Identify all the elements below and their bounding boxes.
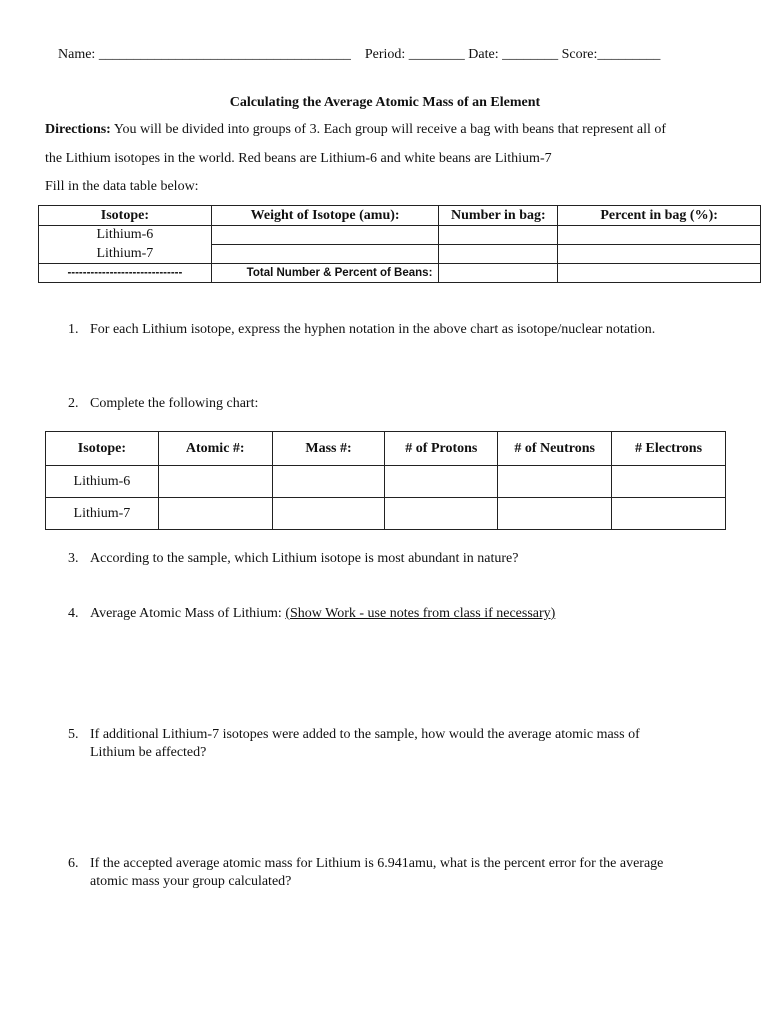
directions-text-1: You will be divided into groups of 3. Each group will receive a bag with beans that represent all of	[113, 122, 667, 137]
score-field[interactable]: _________	[597, 47, 661, 62]
question-text: Complete the following chart:	[90, 396, 259, 411]
table-row	[46, 466, 726, 498]
student-info-header	[58, 47, 660, 63]
isotope-chart-table	[45, 431, 726, 530]
column-header: Weight of Isotope (amu):	[211, 206, 439, 226]
question-number: 4.	[68, 606, 79, 621]
input-cell[interactable]	[439, 264, 558, 283]
directions-line-2: the Lithium isotopes in the world. Red beans are Lithium-6 and white beans are Lithium-7	[45, 151, 552, 166]
input-cell[interactable]	[439, 226, 558, 245]
table-header-row	[46, 432, 726, 466]
input-cell[interactable]	[558, 245, 761, 264]
question-1	[68, 322, 655, 338]
question-number: 6.	[68, 856, 79, 871]
isotope-cell: Lithium-6	[39, 226, 212, 245]
period-label: Period:	[364, 47, 406, 62]
question-3	[68, 551, 518, 567]
input-cell[interactable]	[498, 498, 612, 530]
input-cell[interactable]	[558, 226, 761, 245]
period-field[interactable]: ________	[408, 47, 465, 62]
column-header: Isotope:	[39, 206, 212, 226]
question-number: 5.	[68, 727, 79, 742]
question-4	[68, 606, 555, 622]
bean-data-table	[38, 205, 761, 283]
question-text: For each Lithium isotope, express the hyphen notation in the above chart as isotope/nuclear notation.	[90, 322, 656, 337]
input-cell[interactable]	[385, 498, 498, 530]
question-text: According to the sample, which Lithium isotope is most abundant in nature?	[90, 551, 519, 566]
name-label: Name:	[58, 47, 96, 62]
input-cell[interactable]	[558, 264, 761, 283]
directions-line-3: Fill in the data table below:	[45, 179, 199, 194]
table-row	[39, 226, 761, 245]
column-header: # of Protons	[385, 432, 498, 466]
table-header-row	[39, 206, 761, 226]
isotope-cell: Lithium-7	[46, 498, 159, 530]
show-work-note: (Show Work - use notes from class if necessary)	[285, 606, 556, 621]
table-row	[39, 245, 761, 264]
column-header: # of Neutrons	[498, 432, 612, 466]
question-6	[68, 856, 663, 890]
worksheet-title: Calculating the Average Atomic Mass of an Element	[229, 95, 541, 110]
column-header: # Electrons	[612, 432, 726, 466]
input-cell[interactable]	[498, 466, 612, 498]
total-label-cell: Total Number & Percent of Beans:	[211, 264, 439, 283]
question-text-line-2: atomic mass your group calculated?	[90, 874, 292, 889]
column-header: Number in bag:	[439, 206, 558, 226]
column-header: Atomic #:	[158, 432, 272, 466]
question-5	[68, 727, 640, 761]
input-cell[interactable]	[612, 466, 726, 498]
question-text-line-1: If the accepted average atomic mass for Lithium is 6.941amu, what is the percent error for the average	[90, 856, 664, 871]
score-label: Score:	[561, 47, 598, 62]
input-cell[interactable]	[439, 245, 558, 264]
input-cell[interactable]	[612, 498, 726, 530]
name-field[interactable]: ____________________________________	[98, 47, 351, 62]
dashes-cell: ------------------------------	[39, 264, 212, 283]
question-2	[68, 396, 258, 412]
input-cell[interactable]	[158, 498, 272, 530]
column-header: Mass #:	[272, 432, 385, 466]
input-cell[interactable]	[158, 466, 272, 498]
input-cell[interactable]	[211, 245, 439, 264]
table-row	[46, 498, 726, 530]
date-field[interactable]: ________	[502, 47, 559, 62]
input-cell[interactable]	[211, 226, 439, 245]
date-label: Date:	[468, 47, 499, 62]
isotope-cell: Lithium-6	[46, 466, 159, 498]
question-text-line-1: If additional Lithium-7 isotopes were added to the sample, how would the average atomic mass of	[90, 727, 640, 742]
column-header: Percent in bag (%):	[558, 206, 761, 226]
input-cell[interactable]	[385, 466, 498, 498]
input-cell[interactable]	[272, 466, 385, 498]
question-text: Average Atomic Mass of Lithium:	[90, 606, 282, 621]
column-header: Isotope:	[46, 432, 159, 466]
total-row	[39, 264, 761, 283]
isotope-cell: Lithium-7	[39, 245, 212, 264]
directions-label: Directions:	[45, 122, 111, 137]
question-text-line-2: Lithium be affected?	[90, 745, 207, 760]
directions-line-1	[45, 122, 666, 138]
question-number: 3.	[68, 551, 79, 566]
question-number: 1.	[68, 322, 79, 337]
input-cell[interactable]	[272, 498, 385, 530]
question-number: 2.	[68, 396, 79, 411]
